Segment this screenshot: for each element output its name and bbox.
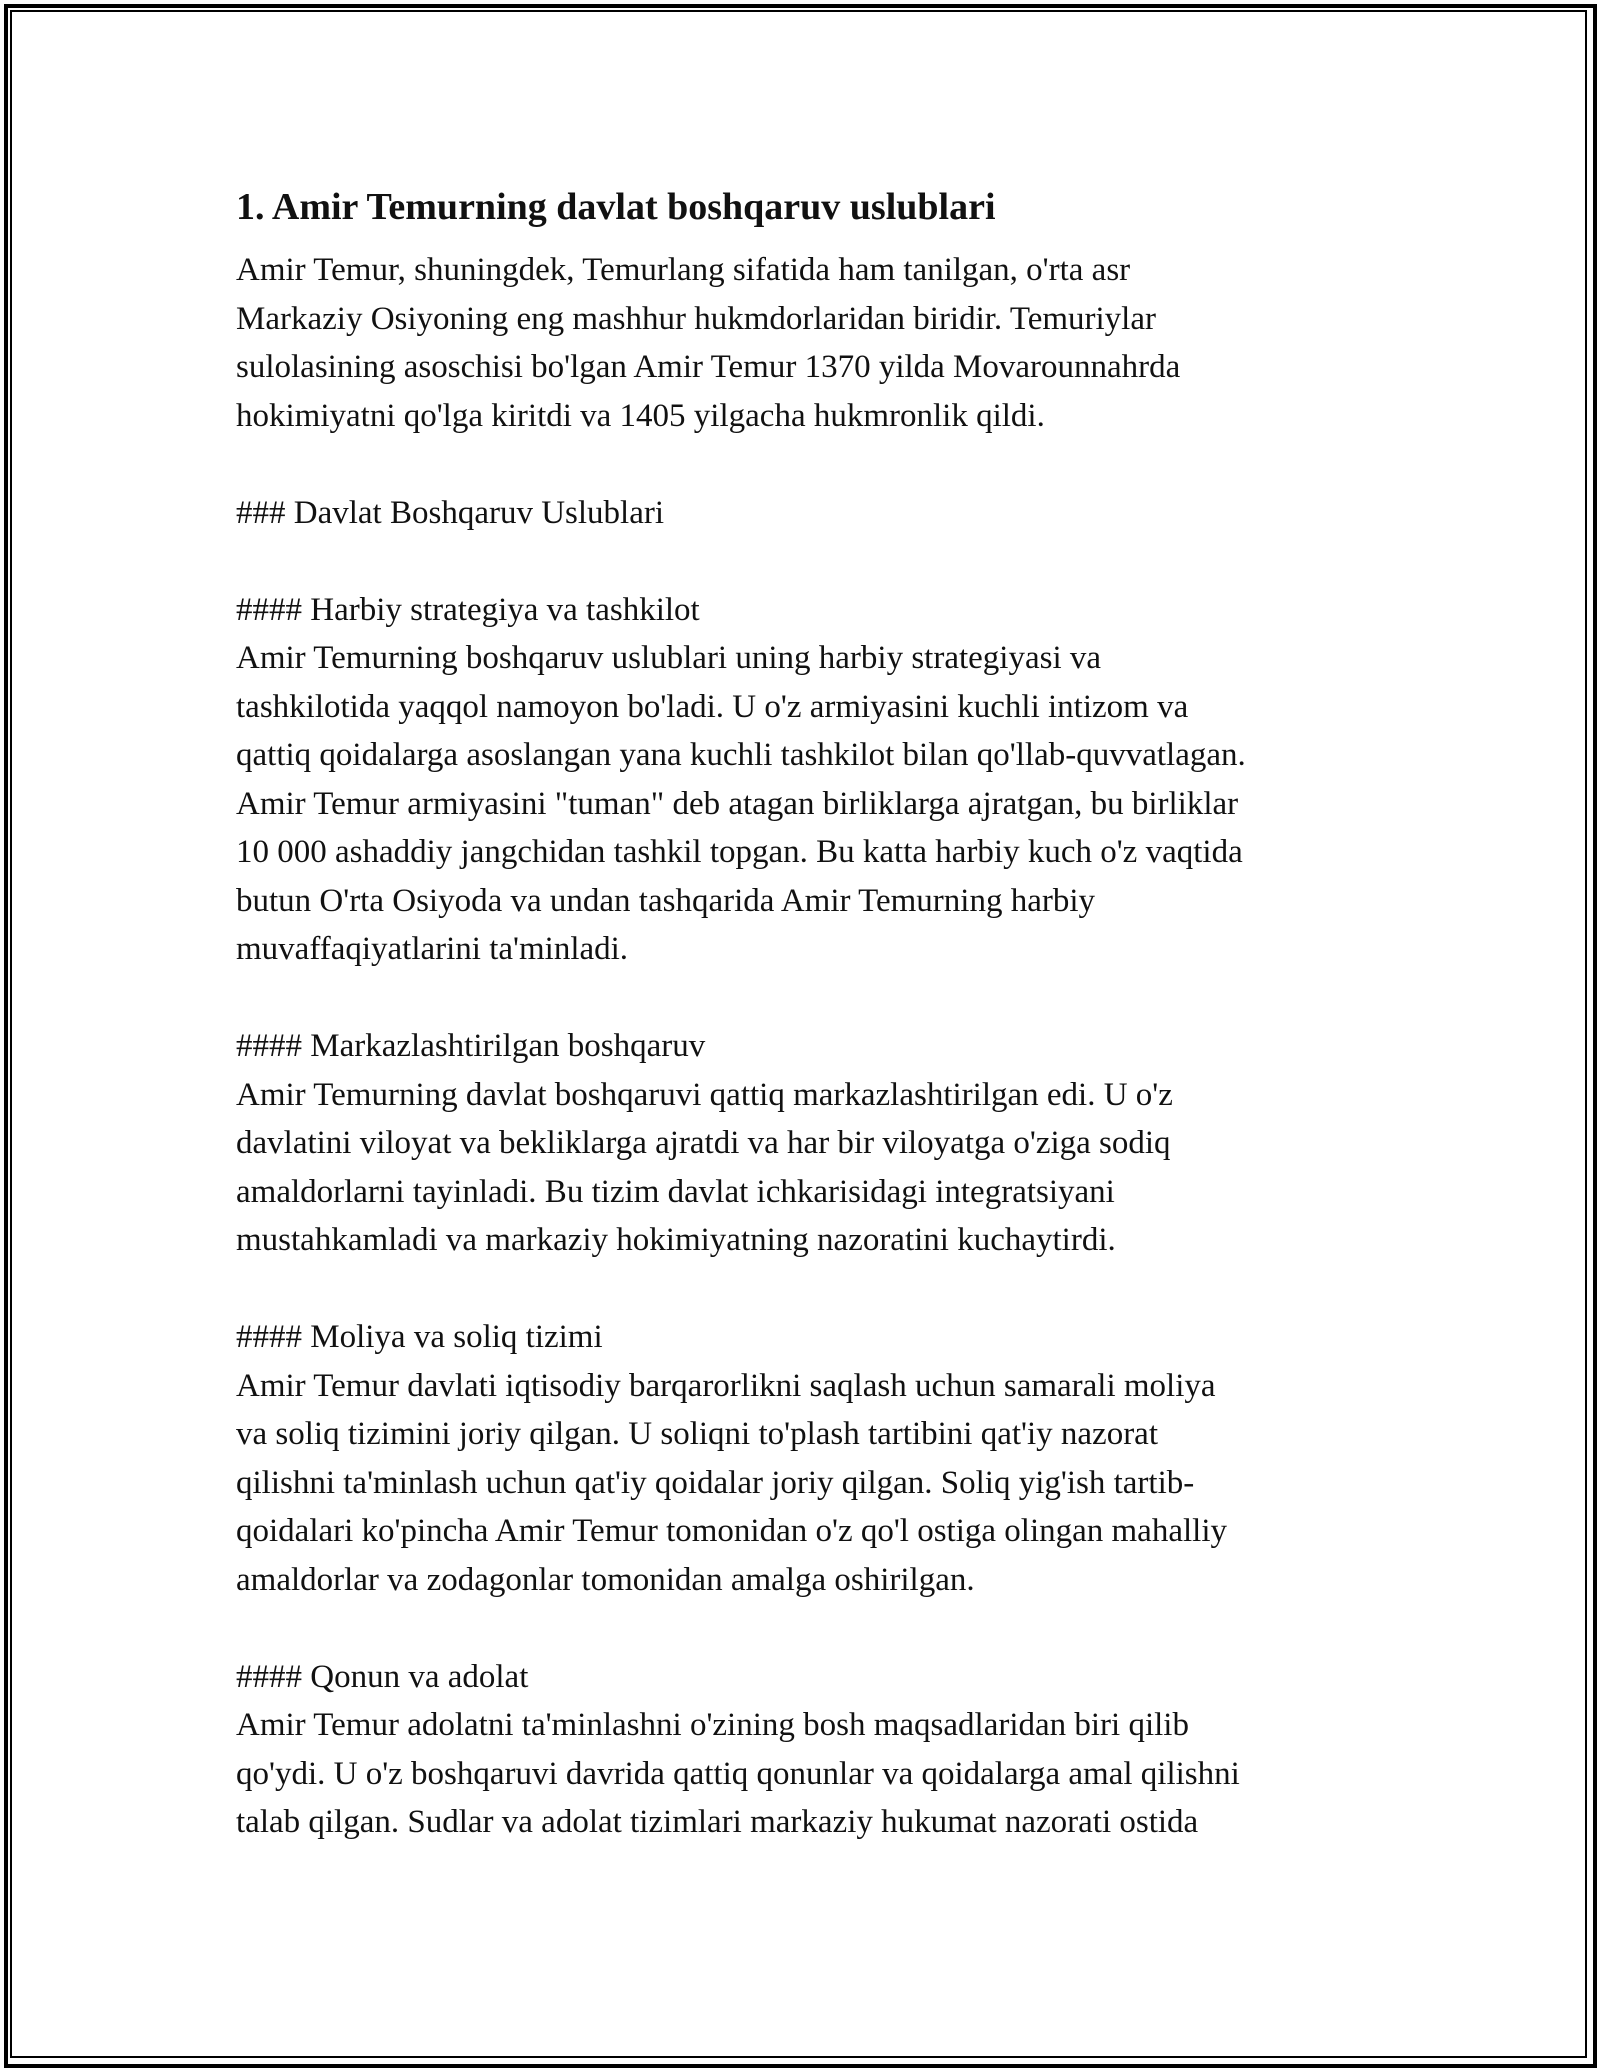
section-heading: ### Davlat Boshqaruv Uslublari: [236, 494, 665, 531]
subsection-heading-law: #### Qonun va adolat: [236, 1658, 529, 1695]
document-title: 1. Amir Temurning davlat boshqaruv uslublari: [236, 186, 996, 228]
text-line: Amir Temur adolatni ta'minlashni o'zining bosh maqsadlaridan biri qilib: [236, 1707, 1189, 1743]
subsection-paragraph-finance: [236, 1362, 1366, 1605]
text-line: 10 000 ashaddiy jangchidan tashkil topgan. Bu katta harbiy kuch o'z vaqtida: [236, 834, 1243, 870]
text-line: qo'ydi. U o'z boshqaruvi davrida qattiq qonunlar va qoidalarga amal qilishni: [236, 1755, 1240, 1792]
subsection-heading-finance: #### Moliya va soliq tizimi: [236, 1319, 603, 1355]
text-line: butun O'rta Osiyoda va undan tashqarida Amir Temurning harbiy: [236, 882, 1096, 919]
text-line: qilishni ta'minlash uchun qat'iy qoidalar joriy qilgan. Soliq yig'ish tartib-: [236, 1464, 1195, 1501]
text-line: Amir Temurning boshqaruv uslublari uning harbiy strategiyasi va: [236, 640, 1102, 676]
subsection-paragraph-military: [236, 634, 1366, 974]
text-line: davlatini viloyat va bekliklarga ajratdi va har bir viloyatga o'ziga sodiq: [236, 1125, 1171, 1161]
document-body: [236, 182, 1366, 1847]
text-line: muvaffaqiyatlarini ta'minladi.: [236, 931, 629, 967]
text-line: Markaziy Osiyoning eng mashhur hukmdorlaridan biridir. Temuriylar: [236, 300, 1156, 337]
text-line: Amir Temur armiyasini "tuman" deb atagan birliklarga ajratgan, bu birliklar: [236, 785, 1239, 822]
text-line: va soliq tizimini joriy qilgan. U soliqni to'plash tartibini qat'iy nazorat: [236, 1416, 1159, 1452]
intro-paragraph: [236, 246, 1366, 440]
text-line: amaldorlarni tayinladi. Bu tizim davlat ichkarisidagi integratsiyani: [236, 1173, 1115, 1210]
text-line: talab qilgan. Sudlar va adolat tizimlari markaziy hukumat nazorati ostida: [236, 1804, 1199, 1840]
subsection-heading-centralized: #### Markazlashtirilgan boshqaruv: [236, 1028, 706, 1064]
spacer: [236, 440, 1366, 489]
spacer: [236, 537, 1366, 586]
subsection-paragraph-centralized: [236, 1071, 1366, 1265]
spacer: [236, 1265, 1366, 1314]
text-line: tashkilotida yaqqol namoyon bo'ladi. U o'z armiyasini kuchli intizom va: [236, 688, 1189, 725]
subsection-paragraph-law: [236, 1701, 1366, 1847]
text-line: hokimiyatni qo'lga kiritdi va 1405 yilgacha hukmronlik qildi.: [236, 397, 1045, 434]
subsection-heading-military: #### Harbiy strategiya va tashkilot: [236, 591, 700, 628]
text-line: Amir Temur davlati iqtisodiy barqarorlikni saqlash uchun samarali moliya: [236, 1367, 1216, 1404]
text-line: Amir Temur, shuningdek, Temurlang sifatida ham tanilgan, o'rta asr: [236, 252, 1131, 288]
text-line: qoidalari ko'pincha Amir Temur tomonidan o'z qo'l ostiga olingan mahalliy: [236, 1513, 1227, 1549]
text-line: Amir Temurning davlat boshqaruvi qattiq markazlashtirilgan edi. U o'z: [236, 1076, 1173, 1113]
text-line: mustahkamladi va markaziy hokimiyatning nazoratini kuchaytirdi.: [236, 1222, 1116, 1258]
spacer: [236, 1604, 1366, 1653]
text-line: qattiq qoidalarga asoslangan yana kuchli tashkilot bilan qo'llab-quvvatlagan.: [236, 737, 1246, 773]
text-line: sulolasining asoschisi bo'lgan Amir Temur 1370 yilda Movarounnahrda: [236, 349, 1181, 385]
text-line: amaldorlar va zodagonlar tomonidan amalga oshirilgan.: [236, 1561, 975, 1598]
spacer: [236, 974, 1366, 1023]
